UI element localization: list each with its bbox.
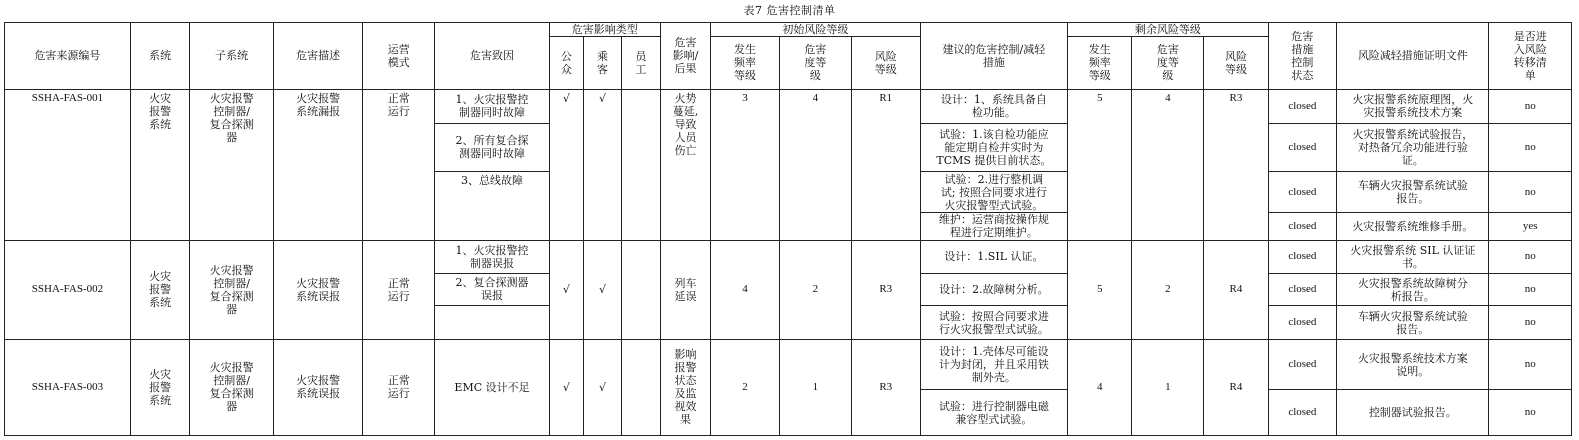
hazard-subsystem: 火灾报警 控制器/ 复合探测 器 — [190, 89, 274, 240]
impact-public: √ — [549, 240, 583, 339]
hazard-consequence: 列车 延误 — [660, 240, 710, 339]
hazard-system: 火灾 报警 系统 — [130, 339, 190, 435]
evidence-document: 火灾报警系统维修手册。 — [1337, 213, 1489, 240]
header-row-1 — [5, 23, 1572, 37]
hazard-subsystem: 火灾报警 控制器/ 复合探测 器 — [190, 240, 274, 339]
initial-frequency: 3 — [711, 89, 780, 240]
residual-severity: 4 — [1132, 89, 1204, 240]
hazard-system: 火灾 报警 系统 — [130, 240, 190, 339]
hazard-description: 火灾报警 系统漏报 — [273, 89, 362, 240]
initial-frequency: 2 — [711, 339, 780, 435]
risk-transfer-flag: no — [1489, 273, 1572, 305]
control-status: closed — [1268, 124, 1337, 172]
impact-staff — [621, 339, 660, 435]
initial-frequency: 4 — [711, 240, 780, 339]
residual-frequency: 5 — [1068, 240, 1132, 339]
impact-passenger: √ — [584, 89, 622, 240]
residual-frequency: 5 — [1068, 89, 1132, 240]
header-operation-mode: 运营 模式 — [363, 23, 435, 90]
header-residual-severity: 危害 度等 级 — [1132, 37, 1204, 90]
table-row — [5, 240, 1572, 273]
impact-staff — [621, 240, 660, 339]
risk-transfer-flag: yes — [1489, 213, 1572, 240]
hazard-description: 火灾报警 系统误报 — [273, 339, 362, 435]
impact-public: √ — [549, 89, 583, 240]
table-row — [5, 89, 1572, 123]
evidence-document: 火灾报警系统试验报告， 对热备冗余功能进行验 证。 — [1337, 124, 1489, 172]
evidence-document: 火灾报警系统原理图，火 灾报警系统技术方案 — [1337, 89, 1489, 123]
risk-transfer-flag: no — [1489, 339, 1572, 390]
header-system: 系统 — [130, 23, 190, 90]
header-passenger: 乘 客 — [584, 37, 622, 90]
control-measure: 设计：1、系统具备自 检功能。 — [920, 89, 1068, 123]
header-transfer: 是否进 入风险 转移清 单 — [1489, 23, 1572, 90]
control-status: closed — [1268, 171, 1337, 213]
impact-staff — [621, 89, 660, 240]
evidence-document: 车辆火灾报警系统试验 报告。 — [1337, 171, 1489, 213]
header-initial-severity: 危害 度等 级 — [779, 37, 851, 90]
header-description: 危害描述 — [273, 23, 362, 90]
hazard-cause: EMC 设计不足 — [435, 339, 549, 435]
header-public: 公 众 — [549, 37, 583, 90]
control-status: closed — [1268, 339, 1337, 390]
hazard-description: 火灾报警 系统误报 — [273, 240, 362, 339]
hazard-control-table — [4, 22, 1572, 436]
initial-risk-level: R3 — [851, 339, 920, 435]
table-row — [5, 339, 1572, 390]
initial-risk-level: R1 — [851, 89, 920, 240]
evidence-document: 火灾报警系统故障树分 析报告。 — [1337, 273, 1489, 305]
hazard-cause-empty — [435, 306, 549, 339]
control-measure: 设计：1.SIL 认证。 — [920, 240, 1068, 273]
hazard-cause: 2、复合探测器 误报 — [435, 273, 549, 305]
header-residual-risk: 剩余风险等级 — [1068, 23, 1268, 37]
residual-severity: 1 — [1132, 339, 1204, 435]
header-initial-frequency: 发生 频率 等级 — [711, 37, 780, 90]
header-staff: 员 工 — [621, 37, 660, 90]
control-measure: 设计：2.故障树分析。 — [920, 273, 1068, 305]
initial-risk-level: R3 — [851, 240, 920, 339]
evidence-document: 火灾报警系统 SIL 认证证 书。 — [1337, 240, 1489, 273]
header-initial-risk: 初始风险等级 — [711, 23, 920, 37]
hazard-source-id: SSHA-FAS-003 — [5, 339, 131, 435]
header-initial-risk-level: 风险 等级 — [851, 37, 920, 90]
hazard-source-id: SSHA-FAS-002 — [5, 240, 131, 339]
evidence-document: 车辆火灾报警系统试验 报告。 — [1337, 306, 1489, 339]
residual-risk-level: R4 — [1204, 240, 1268, 339]
initial-severity: 1 — [779, 339, 851, 435]
initial-severity: 4 — [779, 89, 851, 240]
evidence-document: 火灾报警系统技术方案 说明。 — [1337, 339, 1489, 390]
control-measure: 试验：进行控制器电磁 兼容型式试验。 — [920, 390, 1068, 436]
control-status: closed — [1268, 390, 1337, 436]
residual-risk-level: R3 — [1204, 89, 1268, 240]
header-cause: 危害致因 — [435, 23, 549, 90]
hazard-source-id: SSHA-FAS-001 — [5, 89, 131, 240]
hazard-cause: 3、总线故障 — [435, 171, 549, 240]
header-consequence: 危害 影响/ 后果 — [660, 23, 710, 90]
control-status: closed — [1268, 89, 1337, 123]
risk-transfer-flag: no — [1489, 390, 1572, 436]
risk-transfer-flag: no — [1489, 89, 1572, 123]
header-impact-type: 危害影响类型 — [549, 23, 660, 37]
hazard-cause: 1、火灾报警控 制器同时故障 — [435, 89, 549, 123]
hazard-consequence: 火势 蔓延, 导致 人员 伤亡 — [660, 89, 710, 240]
header-residual-frequency: 发生 频率 等级 — [1068, 37, 1132, 90]
risk-transfer-flag: no — [1489, 124, 1572, 172]
hazard-operation-mode: 正常 运行 — [363, 240, 435, 339]
header-subsystem: 子系统 — [190, 23, 274, 90]
hazard-consequence: 影响 报警 状态 及监 视效 果 — [660, 339, 710, 435]
hazard-subsystem: 火灾报警 控制器/ 复合探测 器 — [190, 339, 274, 435]
control-status: closed — [1268, 213, 1337, 240]
header-measures: 建议的危害控制/减轻 措施 — [920, 23, 1068, 90]
control-measure: 试验：1.该自检功能应 能定期自检并实时为 TCMS 提供目前状态。 — [920, 124, 1068, 172]
residual-severity: 2 — [1132, 240, 1204, 339]
risk-transfer-flag: no — [1489, 240, 1572, 273]
risk-transfer-flag: no — [1489, 171, 1572, 213]
control-measure: 试验：按照合同要求进 行火灾报警型式试验。 — [920, 306, 1068, 339]
control-measure: 设计：1.壳体尽可能设 计为封闭，并且采用铁 制外壳。 — [920, 339, 1068, 390]
hazard-cause: 2、所有复合探 测器同时故障 — [435, 124, 549, 172]
evidence-document: 控制器试验报告。 — [1337, 390, 1489, 436]
impact-passenger: √ — [584, 240, 622, 339]
hazard-operation-mode: 正常 运行 — [363, 339, 435, 435]
header-evidence: 风险减轻措施证明文件 — [1337, 23, 1489, 90]
impact-passenger: √ — [584, 339, 622, 435]
header-status: 危害 措施 控制 状态 — [1268, 23, 1337, 90]
hazard-system: 火灾 报警 系统 — [130, 89, 190, 240]
initial-severity: 2 — [779, 240, 851, 339]
control-status: closed — [1268, 273, 1337, 305]
table-caption: 表7 危害控制清单 — [743, 4, 836, 17]
control-status: closed — [1268, 240, 1337, 273]
residual-frequency: 4 — [1068, 339, 1132, 435]
hazard-cause: 1、火灾报警控 制器误报 — [435, 240, 549, 273]
risk-transfer-flag: no — [1489, 306, 1572, 339]
control-measure: 试验：2.进行整机调 试; 按照合同要求进行 火灾报警型式试验。 — [920, 171, 1068, 213]
header-residual-risk-level: 风险 等级 — [1204, 37, 1268, 90]
impact-public: √ — [549, 339, 583, 435]
residual-risk-level: R4 — [1204, 339, 1268, 435]
hazard-operation-mode: 正常 运行 — [363, 89, 435, 240]
control-measure: 维护：运营商按操作规 程进行定期维护。 — [920, 213, 1068, 240]
header-source-id: 危害来源编号 — [5, 23, 131, 90]
control-status: closed — [1268, 306, 1337, 339]
